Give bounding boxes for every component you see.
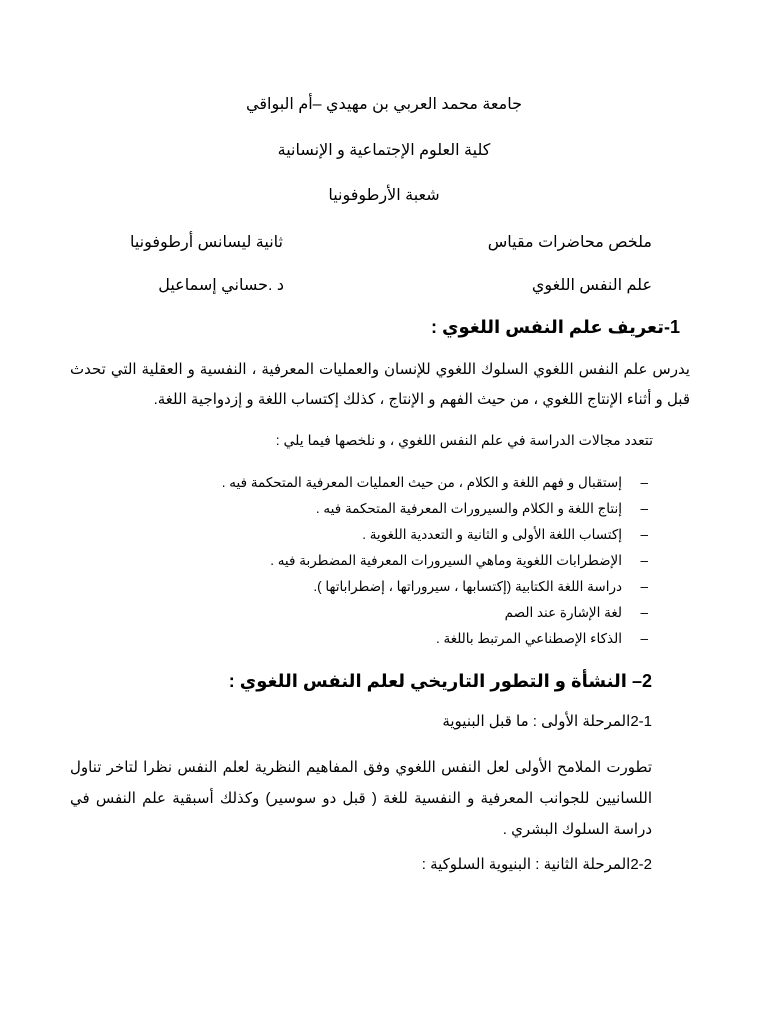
list-item — [70, 470, 648, 496]
bullet-dash: – — [640, 553, 648, 568]
section2-heading: 2– النشأة و التطور التاريخي لعلم النفس اللغوي : — [228, 671, 652, 691]
list-item — [70, 522, 648, 548]
list-item-text: إنتاج اللغة و الكلام والسيرورات المعرفية المتحكمة فيه . — [315, 501, 622, 516]
bullet-dash: – — [640, 527, 648, 542]
list-item — [70, 574, 648, 600]
subject-label: علم النفس اللغوي — [531, 277, 652, 294]
fields-list — [70, 470, 648, 652]
list-item — [70, 548, 648, 574]
list-item-text: الذكاء الإصطناعي المرتبط باللغة . — [435, 631, 622, 646]
course-summary-label: ملخص محاضرات مقياس — [487, 234, 652, 251]
bullet-dash: – — [640, 605, 648, 620]
list-item — [70, 496, 648, 522]
bullet-dash: – — [640, 579, 648, 594]
section2-sub1-heading: 2-1المرحلة الأولى : ما قبل البنيوية — [442, 713, 652, 730]
university-name: جامعة محمد العربي بن مهيدي –أم البواقي — [246, 96, 522, 113]
fields-intro: تتعدد مجالات الدراسة في علم النفس اللغوي ، و نلخصها فيما يلي : — [275, 432, 653, 448]
definition-paragraph: يدرس علم النفس اللغوي السلوك اللغوي للإنسان والعمليات المعرفية ، النفسية و العقلية التي تحدث قبل و أثناء الإنتاج اللغوي ، من حيث الفهم و الإنتاج ، كذلك إكتساب اللغة و إزدواجية اللغة. — [70, 361, 690, 408]
section1-heading: 1-تعريف علم النفس اللغوي : — [431, 317, 680, 337]
list-item-text: إستقبال و فهم اللغة و الكلام ، من حيث العمليات المعرفية المتحكمة فيه . — [221, 475, 622, 490]
list-item-text: لغة الإشارة عند الصم — [504, 605, 622, 620]
section2-paragraph: تطورت الملامح الأولى لعل النفس اللغوي وفق المفاهيم النظرية لعلم النفس نظرا لتاخر تناول اللسانيين للجوانب المعرفية و النفسية للغة ( قبل دو سوسير) وكذلك أسبقية علم النفس في دراسة السلوك البشري . — [70, 759, 652, 838]
faculty-name: كلية العلوم الإجتماعية و الإنسانية — [277, 142, 491, 159]
list-item-text: الإضطرابات اللغوية وماهي السيرورات المعرفية المضطربة فيه . — [270, 553, 622, 568]
bullet-dash: – — [640, 501, 648, 516]
list-item-text: دراسة اللغة الكتابية (إكتسابها ، سيروراتها ، إضطراباتها ). — [313, 579, 622, 594]
department-name: شعبة الأرطوفونيا — [328, 187, 440, 204]
bullet-dash: – — [640, 475, 648, 490]
list-item — [70, 626, 648, 652]
section2-sub2-heading: 2-2المرحلة الثانية : البنيوية السلوكية : — [421, 856, 652, 873]
level-label: ثانية ليسانس أرطوفونيا — [129, 234, 283, 251]
bullet-dash: – — [640, 631, 648, 646]
list-item — [70, 600, 648, 626]
list-item-text: إكتساب اللغة الأولى و الثانية و التعددية اللغوية . — [362, 527, 622, 542]
professor-name: د .حساني إسماعيل — [158, 277, 284, 294]
